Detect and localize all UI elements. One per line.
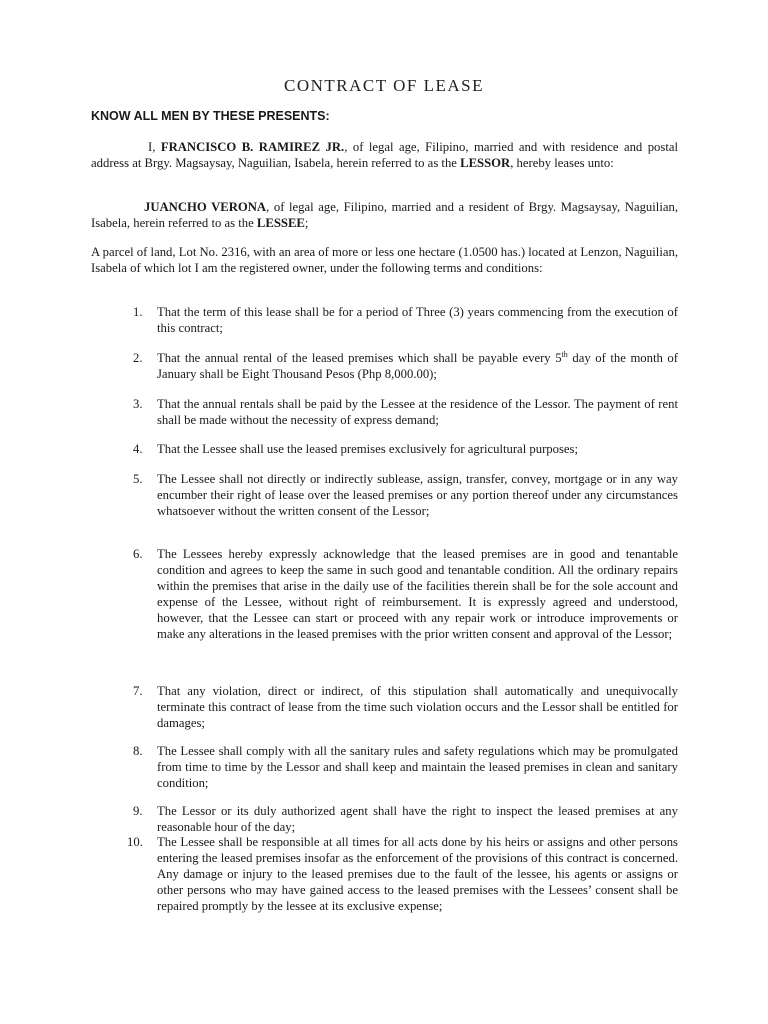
lessee-suffix: ; xyxy=(304,216,309,230)
list-item xyxy=(133,441,678,457)
item-number: 6. xyxy=(133,547,143,561)
list-item xyxy=(133,396,678,428)
lessor-details: , of legal age, Filipino, married and with residence and postal address at Brgy. Magsaysay, Naguilian, Isabela, herein referred to as the xyxy=(91,140,679,170)
item-text-continued: day of the month of January shall be Eight Thousand Pesos (Php 8,000.00); xyxy=(157,351,678,381)
lessee-details: , of legal age, Filipino, married and a resident of Brgy. Magsaysay, Naguilian, Isabela, herein referred to as the xyxy=(91,200,678,230)
preamble-heading: KNOW ALL MEN BY THESE PRESENTS: xyxy=(91,109,330,123)
item-text: The Lessee shall be responsible at all times for all acts done by his heirs or assigns and other persons entering the leased premises insofar as the enforcement of the provisions of this contract is concerned. Any damage or injury to the leased premises due to the fault of the lessee, his agents or assigns or other persons who may have gained access to the leased premises with the Lessees’ consent shall be repaired promptly by the lessee at its exclusive expense; xyxy=(157,835,678,913)
ordinal-suffix: th xyxy=(561,349,568,359)
list-item xyxy=(133,743,678,791)
item-text: The Lessee shall not directly or indirectly sublease, assign, transfer, convey, mortgage or in any way encumber their right of lease over the leased premises or any portion thereof under any circumstances whatsoever without the written consent of the Lessor; xyxy=(157,472,678,518)
list-item xyxy=(133,683,678,731)
item-number: 1. xyxy=(133,305,143,319)
item-number: 7. xyxy=(133,684,143,698)
item-text: That the annual rental of the leased premises which shall be payable every 5 xyxy=(157,351,562,365)
lessor-suffix: , hereby leases unto: xyxy=(510,156,614,170)
list-item xyxy=(127,834,678,914)
lessor-name: FRANCISCO B. RAMIREZ JR. xyxy=(160,140,345,154)
item-number: 10. xyxy=(127,835,143,849)
item-number: 5. xyxy=(133,472,143,486)
lessee-paragraph xyxy=(91,199,678,231)
item-number: 3. xyxy=(133,397,143,411)
item-number: 2. xyxy=(133,351,143,365)
item-text: The Lessor or its duly authorized agent shall have the right to inspect the leased premises at any reasonable hour of the day; xyxy=(157,804,678,834)
item-text: The Lessees hereby expressly acknowledge that the leased premises are in good and tenantable condition and agrees to keep the same in such good and tenantable condition. All the ordinary repairs within the premises that arise in the daily use of the facilities therein shall be for the sole account and expense of the Lessee, without right of reimbursement. It is expressly agreed and understood, however, that the Lessee can start or proceed with any repair work or introduce improvements or make any alterations in the leased premises with the prior written consent and approval of the Lessor; xyxy=(157,547,678,641)
lessee-label: LESSEE xyxy=(256,216,305,230)
document-title: CONTRACT OF LEASE xyxy=(284,76,484,95)
property-paragraph: A parcel of land, Lot No. 2316, with an area of more or less one hectare (1.0500 has.) located at Lenzon, Naguilian, Isabela of which lot I am the registered owner, under the following terms and conditions: xyxy=(91,245,678,275)
item-text: That the term of this lease shall be for a period of Three (3) years commencing from the execution of this contract; xyxy=(157,305,678,335)
lessee-name: JUANCHO VERONA xyxy=(144,200,267,214)
item-text: The Lessee shall comply with all the sanitary rules and safety regulations which may be promulgated from time to time by the Lessor and shall keep and maintain the leased premises in clean and sanitary condition; xyxy=(157,744,678,790)
item-text: That the annual rentals shall be paid by the Lessee at the residence of the Lessor. The payment of rent shall be made without the necessity of express demand; xyxy=(157,397,678,427)
list-item xyxy=(133,349,678,382)
item-number: 4. xyxy=(133,442,143,456)
list-item xyxy=(133,546,678,642)
item-number: 8. xyxy=(133,744,143,758)
item-number: 9. xyxy=(133,804,143,818)
item-text: That the Lessee shall use the leased premises exclusively for agricultural purposes; xyxy=(157,442,579,456)
list-item xyxy=(133,803,678,835)
lessor-prefix: I, xyxy=(148,140,161,154)
item-text: That any violation, direct or indirect, of this stipulation shall automatically and unequivocally terminate this contract of lease from the time such violation occurs and the Lessor shall be entitled for damages; xyxy=(157,684,678,730)
lessor-paragraph xyxy=(91,139,678,171)
list-item xyxy=(133,471,678,519)
list-item xyxy=(133,304,678,336)
lessor-label: LESSOR xyxy=(460,156,511,170)
